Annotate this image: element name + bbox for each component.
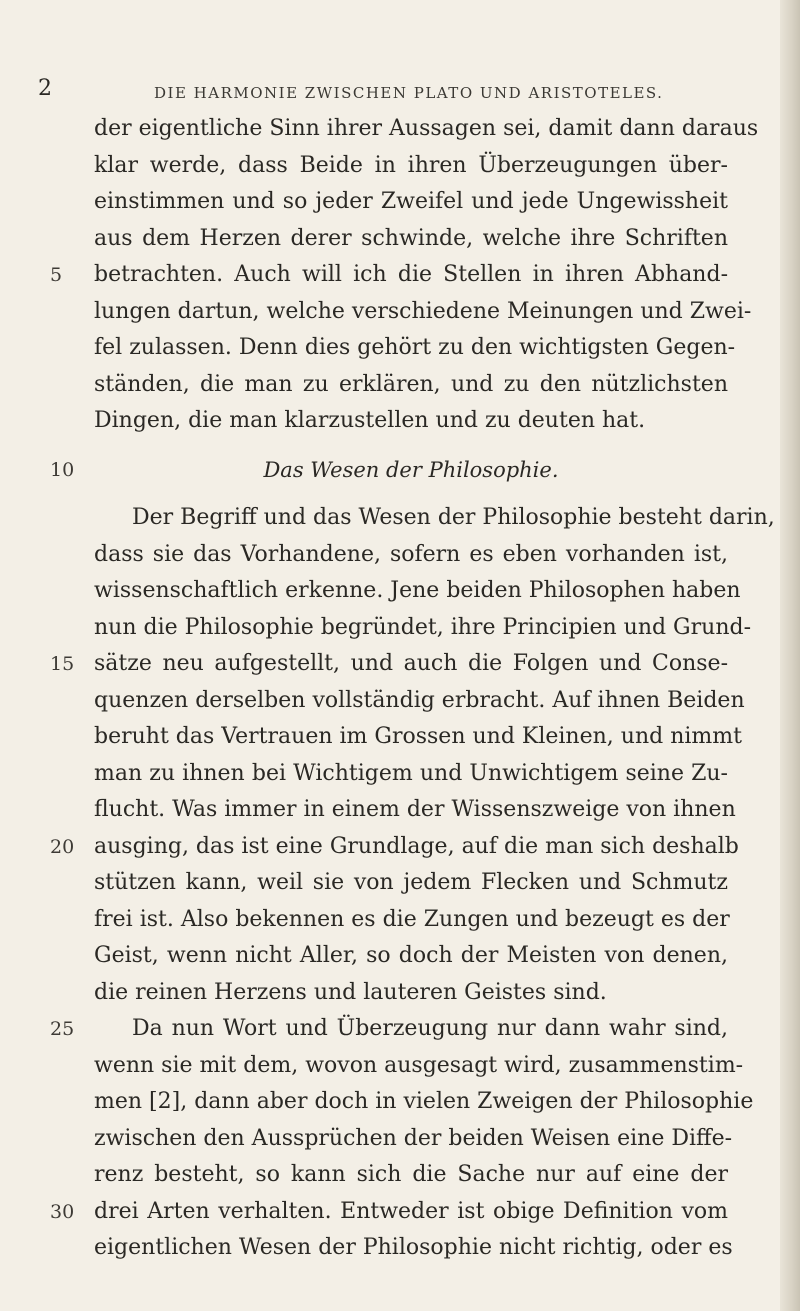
text-line — [0, 294, 800, 331]
line-text: aus dem Herzen derer schwinde, welche ihre Schriften — [94, 225, 728, 251]
line-text: stützen kann, weil sie von jedem Flecken und Schmutz — [94, 870, 728, 895]
text-line — [0, 646, 800, 683]
line-text: ausging, das ist eine Grundlage, auf die man sich deshalb — [94, 833, 739, 859]
spacer — [0, 488, 800, 500]
line-text: einstimmen und so jeder Zweifel und jede Ungewissheit — [94, 189, 728, 214]
line-text: klar werde, dass Beide in ihren Überzeugungen über- — [94, 152, 728, 178]
line-text: beruht das Vertrauen im Grossen und Kleinen, und nimmt — [94, 724, 742, 749]
text-line — [0, 330, 800, 367]
section-heading: Das Wesen der Philosophie. — [263, 457, 559, 482]
line-text: Dingen, die man klarzustellen und zu deuten hat. — [94, 408, 646, 433]
line-number: 15 — [50, 653, 75, 675]
text-line — [0, 902, 800, 939]
text-line — [0, 111, 800, 148]
line-text: frei ist. Also bekennen es die Zungen und bezeugt es der — [94, 906, 730, 932]
line-number: 10 — [50, 458, 75, 481]
text-line — [0, 573, 800, 610]
text-line — [0, 975, 800, 1012]
line-text: nun die Philosophie begründet, ihre Principien und Grund- — [94, 614, 752, 640]
line-text: betrachten. Auch will ich die Stellen in ihren Abhand- — [94, 262, 728, 287]
text-line — [0, 1157, 800, 1194]
line-text: die reinen Herzens und lauteren Geistes sind. — [94, 979, 607, 1005]
text-line — [0, 792, 800, 829]
line-text: Da nun Wort und Überzeugung nur dann wahr sind, — [132, 1016, 728, 1041]
text-line — [0, 1194, 800, 1231]
line-text: renz besteht, so kann sich die Sache nur auf eine der — [94, 1162, 728, 1187]
line-text: ständen, die man zu erklären, und zu den nützlichsten — [94, 371, 728, 397]
line-text: man zu ihnen bei Wichtigem und Unwichtigem seine Zu- — [94, 760, 728, 786]
text-line — [0, 257, 800, 294]
line-number: 5 — [50, 264, 63, 286]
body-text — [0, 111, 800, 1267]
text-line — [0, 537, 800, 574]
text-line — [0, 756, 800, 793]
line-text: sätze neu aufgestellt, und auch die Folgen und Conse- — [94, 651, 728, 676]
section-heading-line — [0, 452, 800, 489]
text-line — [0, 1121, 800, 1158]
text-line — [0, 719, 800, 756]
page-header — [38, 76, 728, 110]
line-text: der eigentliche Sinn ihrer Aussagen sei, damit dann daraus — [94, 116, 759, 141]
text-line — [0, 1011, 800, 1048]
line-text: Der Begriff und das Wesen der Philosophie besteht darin, — [132, 505, 775, 530]
text-line — [0, 938, 800, 975]
text-line — [0, 500, 800, 537]
line-number: 25 — [50, 1018, 75, 1040]
text-line — [0, 1084, 800, 1121]
line-text: dass sie das Vorhandene, sofern es eben vorhanden ist, — [94, 541, 728, 567]
line-text: Geist, wenn nicht Aller, so doch der Meisten von denen, — [94, 943, 728, 968]
text-line — [0, 865, 800, 902]
text-line — [0, 184, 800, 221]
line-text: quenzen derselben vollständig erbracht. Auf ihnen Beiden — [94, 687, 745, 713]
spacer — [0, 440, 800, 452]
text-line — [0, 221, 800, 258]
text-line — [0, 1230, 800, 1267]
line-text: zwischen den Aussprüchen der beiden Weisen eine Diffe- — [94, 1125, 733, 1151]
text-line — [0, 367, 800, 404]
line-text: fel zulassen. Denn dies gehört zu den wichtigsten Gegen- — [94, 335, 736, 360]
text-line — [0, 1048, 800, 1085]
text-line — [0, 829, 800, 866]
running-head: DIE HARMONIE ZWISCHEN PLATO UND ARISTOTELES. — [154, 84, 664, 102]
line-number: 30 — [50, 1200, 75, 1223]
line-text: wissenschaftlich erkenne. Jene beiden Philosophen haben — [94, 578, 741, 603]
text-line — [0, 610, 800, 647]
text-line — [0, 683, 800, 720]
line-number: 20 — [50, 835, 75, 858]
line-text: wenn sie mit dem, wovon ausgesagt wird, zusammenstim- — [94, 1052, 744, 1078]
line-text: eigentlichen Wesen der Philosophie nicht richtig, oder es — [94, 1235, 733, 1260]
line-text: drei Arten verhalten. Entweder ist obige Definition vom — [94, 1198, 728, 1224]
line-text: men [2], dann aber doch in vielen Zweigen der Philosophie — [94, 1089, 754, 1114]
line-text: flucht. Was immer in einem der Wissenszweige von ihnen — [94, 797, 736, 822]
text-line — [0, 403, 800, 440]
page-number: 2 — [38, 76, 52, 101]
line-text: lungen dartun, welche verschiedene Meinungen und Zwei- — [94, 298, 752, 324]
text-line — [0, 148, 800, 185]
